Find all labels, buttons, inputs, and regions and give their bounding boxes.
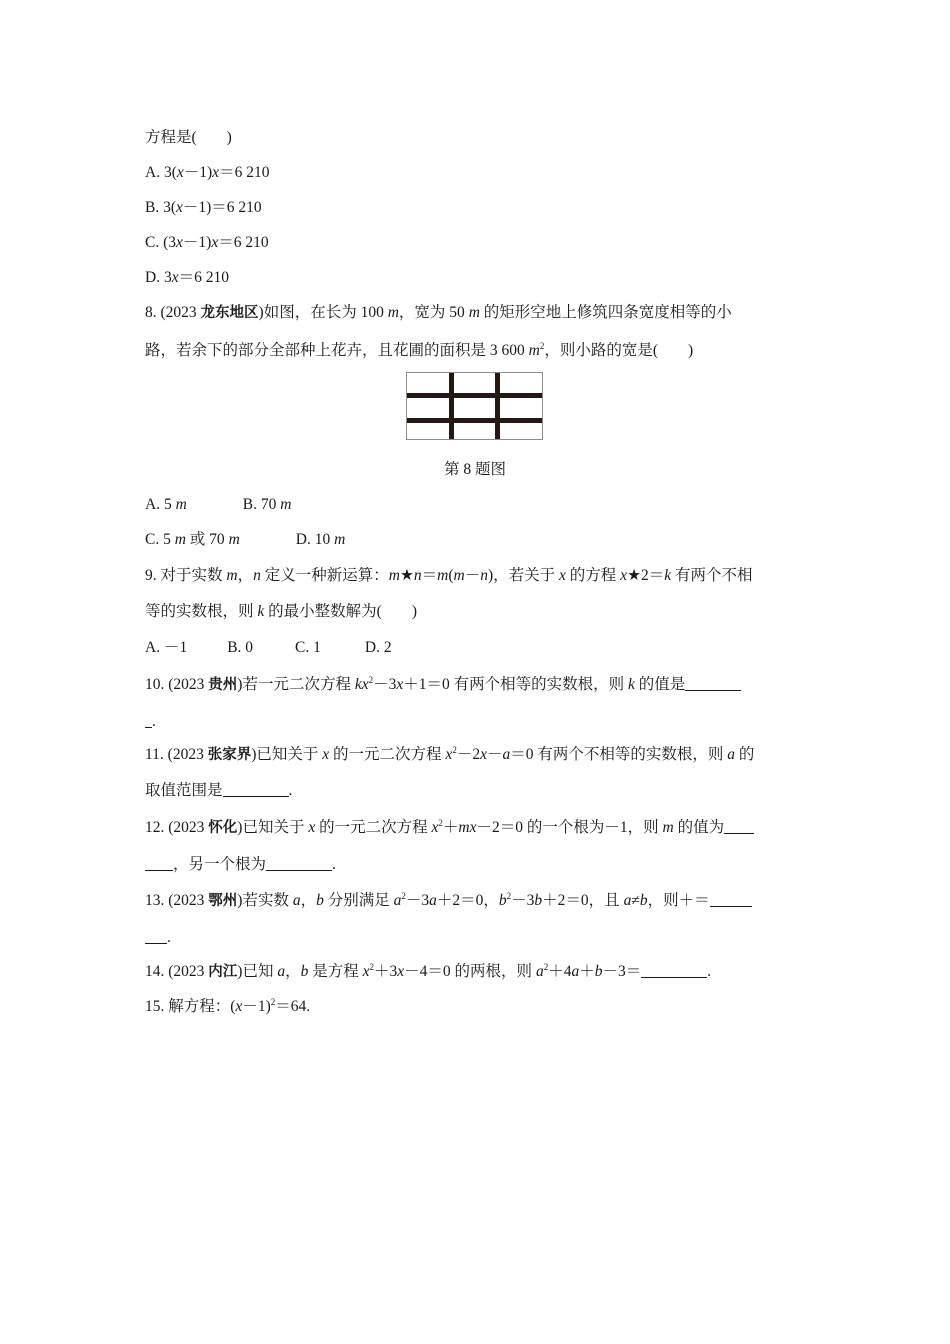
q14-answer-blank[interactable] (641, 963, 707, 978)
q9-line-2: 等的实数根，则 k 的最小整数解为( ) (145, 603, 417, 620)
q7-stem-tail: 方程是( ) (145, 129, 232, 146)
q11-line-2: 取值范围是 . (145, 782, 293, 799)
q8-line-2: 路，若余下的部分全部种上花卉，且花圃的面积是 3 600 $m^2$，则小路的宽是( ) (145, 341, 694, 359)
q9-options: A. －1 B. 0 C. 1 D. 2 (145, 639, 392, 656)
road-vertical-1 (449, 373, 454, 439)
q14-line-1: 14. (2023 内江)已知 a，b 是方程 $x^2+3x-4=0$ 的两根，则 $a^2+4a+b-3=$ . (145, 962, 712, 980)
q11-answer-blank[interactable] (223, 782, 289, 797)
q8-line-1: 8. (2023 龙东地区)如图，在长为 100 m，宽为 50 m 的矩形空地上修筑四条宽度相等的小 (145, 304, 732, 321)
q13-line-2: . (145, 928, 171, 948)
road-horizontal-2 (407, 418, 542, 423)
q10-answer-blank[interactable] (685, 676, 741, 691)
q13-line-1: 13. (2023 鄂州)若实数 a，b 分别满足 $a^2-3a+2=0$，$b^2-3b+2=0$，且 a≠b，则＋＝ (145, 891, 752, 911)
q12-answer-blank-root[interactable] (266, 856, 332, 871)
road-vertical-2 (495, 373, 500, 439)
q7-option-b: B. 3(x－1)＝6 210 (145, 199, 262, 216)
q10-line-2: . (145, 712, 156, 732)
q12-line-2: ，另一个根为 . (145, 855, 336, 875)
q15-line-1: 15. 解方程：$(x-1)^2=64$. (145, 997, 311, 1015)
q8-figure-caption: 第 8 题图 (443, 461, 506, 478)
q8-figure-garden-roads (406, 372, 543, 440)
q12-answer-blank-m[interactable] (724, 819, 754, 834)
q13-answer-blank[interactable] (710, 892, 752, 907)
q7-option-d: D. 3x＝6 210 (145, 269, 229, 286)
q10-line-1: 10. (2023 贵州)若一元二次方程 $kx^2-3x+1=0$ 有两个相等的实数根，则 k 的值是 (145, 675, 741, 695)
q9-line-1: 9. 对于实数 m，n 定义一种新运算：m★n＝m(m－n)，若关于 x 的方程 x★2＝k 有两个不相 (145, 567, 753, 584)
q8-options-row-1: A. 5 m B. 70 m (145, 496, 292, 513)
q11-line-1: 11. (2023 张家界)已知关于 x 的一元二次方程 $x^2-2x-a=0$ 有两个不相等的实数根，则 a 的 (145, 745, 755, 763)
q12-line-1: 12. (2023 怀化)已知关于 x 的一元二次方程 $x^2+mx-2=0$ 的一个根为－1，则 m 的值为 (145, 818, 754, 838)
q7-option-c: C. (3x－1)x＝6 210 (145, 234, 269, 251)
q7-option-a: A. 3(x－1)x＝6 210 (145, 164, 270, 181)
q8-options-row-2: C. 5 m 或 70 m D. 10 m (145, 531, 346, 548)
road-horizontal-1 (407, 393, 542, 398)
